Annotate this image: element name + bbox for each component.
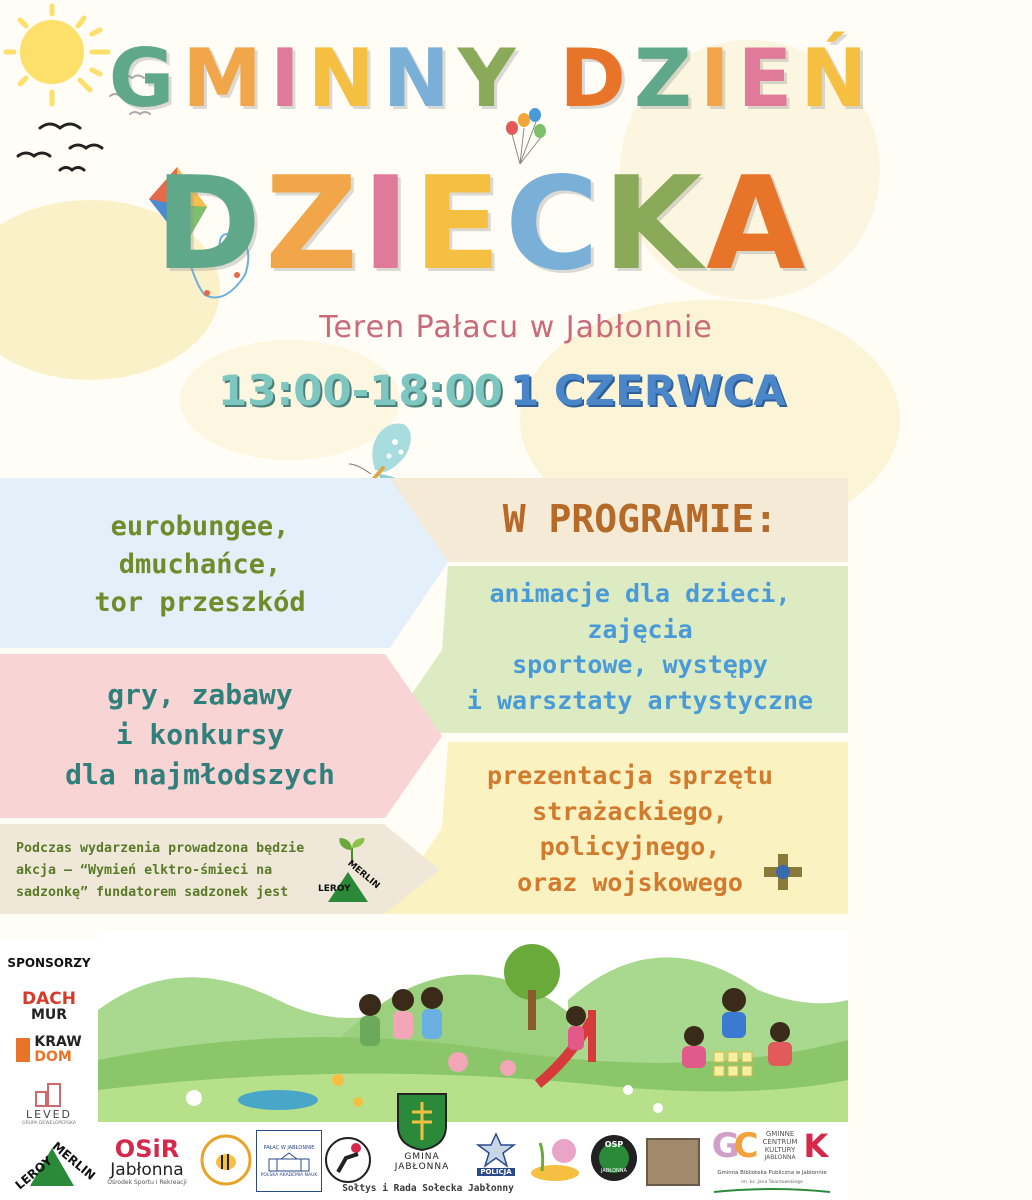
gmina-city: JABŁONNA	[394, 1162, 450, 1172]
program-item-1	[30, 500, 370, 630]
island-icon	[528, 1133, 582, 1183]
leroy-text: LEROY	[12, 1153, 55, 1193]
program-heading: W PROGRAMIE:	[502, 497, 778, 541]
line: akcja – “Wymień elktro-śmieci na	[16, 863, 273, 878]
line: strażackiego, policyjnego,	[532, 796, 728, 861]
gck-line3: KULTURY	[764, 1146, 796, 1154]
program-item-2	[440, 579, 840, 715]
line: sadzonkę” fundatorem sadzonek jest	[16, 885, 289, 900]
mur-text: MUR	[30, 1007, 68, 1023]
leroy-merlin-logo	[8, 1139, 99, 1193]
line: animacje dla dzieci, zajęcia	[489, 579, 791, 644]
merlin-text: MERLIN	[345, 858, 382, 892]
line: i warsztaty artystyczne	[466, 685, 814, 715]
title-letter: C	[504, 150, 603, 299]
karate-icon	[324, 1136, 372, 1184]
wyspa-logo	[526, 1130, 584, 1186]
event-time: 13:00-18:00	[218, 366, 503, 415]
title-letter: K	[602, 150, 707, 299]
osir-name: OSiR	[114, 1134, 180, 1163]
biblioteka-text: Gminna Biblioteka Publiczna w Jabłonnie	[717, 1170, 827, 1176]
title-letter: Z	[633, 32, 700, 125]
dach-text: DACH	[22, 989, 76, 1009]
osp-city: JABŁONNA	[601, 1168, 627, 1174]
line: tor przeszkód	[94, 587, 306, 619]
title-line1	[68, 32, 916, 125]
policja-text: POLICJA	[477, 1168, 514, 1176]
line: oraz wojskowego	[517, 867, 743, 897]
gmina-name: GMINA	[404, 1152, 440, 1162]
eco-action-text	[16, 838, 336, 904]
biblioteka-sub: im. ks. Jana Twardowskiego	[741, 1180, 803, 1185]
gck-line4: JABŁONNA	[764, 1154, 796, 1161]
soltys-text: Sołtys i Rada Sołecka Jabłonny	[342, 1183, 514, 1194]
title-letter: N	[382, 32, 458, 125]
landscape-illustration	[98, 930, 848, 1122]
title-letter: D	[154, 150, 266, 299]
bee-club-logo	[198, 1132, 254, 1188]
coat-of-arms-icon	[394, 1092, 450, 1152]
title-letter: G	[108, 32, 183, 125]
event-date: 1 CZERWCA	[510, 366, 786, 415]
title-letter: E	[413, 150, 505, 299]
gck-line1: GMINNE	[765, 1130, 795, 1138]
location: Teren Pałacu w Jabłonnie	[319, 310, 713, 345]
gmina-jablonna-logo	[376, 1080, 468, 1184]
osir-sub: Ośrodek Sportu i Rekreacji	[107, 1178, 187, 1186]
leroy-text: LEROY	[318, 884, 351, 894]
leved-logo	[14, 1076, 84, 1132]
palac-text: PAŁAC W JABŁONNIE	[263, 1144, 315, 1151]
osp-name: OSP	[604, 1140, 624, 1149]
palac-logo	[256, 1130, 322, 1192]
palac-sub: POLSKA AKADEMIA NAUK	[260, 1172, 318, 1178]
line: dmuchańce,	[118, 548, 282, 580]
title-letter: A	[706, 150, 810, 299]
title-letter: Z	[265, 150, 362, 299]
building-icon	[34, 1082, 64, 1108]
gck-logo: G C GMINNE CENTRUM KULTURY JABŁONNA K	[711, 1126, 829, 1166]
historical-badge-logo	[646, 1138, 700, 1186]
osir-city: Jabłonna	[110, 1159, 184, 1180]
military-cross-icon	[758, 852, 808, 892]
title-letter: I	[270, 32, 308, 125]
leroy-merlin-logo-small	[318, 858, 382, 906]
dom-text: DOM	[34, 1049, 72, 1065]
policja-logo	[468, 1126, 524, 1182]
line: sportowe, występy	[512, 650, 768, 679]
title-line2	[58, 150, 906, 299]
line: Podczas wydarzenia prowadzona będzie	[16, 841, 305, 856]
osir-logo	[104, 1128, 190, 1194]
line: i konkursy	[115, 718, 285, 752]
kraw-text: KRAW	[34, 1034, 82, 1050]
title-letter: N	[307, 32, 383, 125]
line: eurobungee,	[110, 510, 290, 542]
title-letter: I	[361, 150, 414, 299]
title-letter: D	[559, 32, 634, 125]
title-letter	[524, 32, 560, 125]
title-letter: Ń	[800, 32, 876, 125]
biblioteka-swoosh-icon	[712, 1188, 832, 1196]
program-item-3	[20, 665, 380, 805]
osp-logo	[586, 1130, 642, 1186]
title-letter: Y	[457, 32, 524, 125]
line: prezentacja sprzętu	[487, 761, 773, 790]
merlin-text: MERLIN	[49, 1139, 99, 1183]
gck-line2: CENTRUM	[762, 1138, 798, 1146]
palace-icon	[267, 1151, 311, 1173]
title-letter: I	[699, 32, 738, 125]
police-star-icon	[476, 1132, 516, 1168]
sponsors-heading: SPONSORZY	[7, 956, 91, 970]
title-letter: E	[737, 32, 801, 125]
leved-sub: GRUPA DEWELOPERSKA	[22, 1121, 76, 1126]
dach-mur-logo	[14, 990, 84, 1024]
leved-text: LEVED	[25, 1108, 73, 1121]
bee-icon	[200, 1134, 252, 1186]
title-letter: M	[182, 32, 270, 125]
karate-club-logo	[322, 1130, 374, 1190]
line: gry, zabawy	[107, 678, 293, 712]
kraw-dom-logo	[14, 1032, 84, 1068]
line: dla najmłodszych	[65, 757, 335, 791]
